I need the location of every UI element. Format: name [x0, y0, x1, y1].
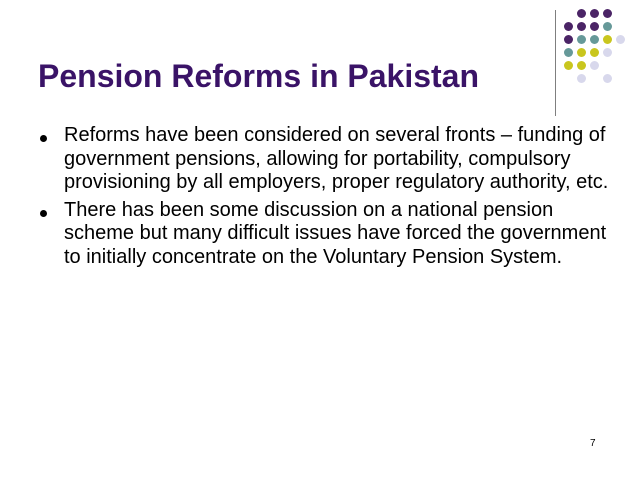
bullet-dot-icon [40, 210, 47, 217]
bullet-text: There has been some discussion on a national pension scheme but many difficult issues have forced the government to initially concentrate on the Voluntary Pension System. [64, 198, 607, 268]
decorative-dot [577, 61, 586, 70]
decorative-dot [577, 9, 586, 18]
slide-title: Pension Reforms in Pakistan [38, 58, 480, 94]
decorative-dot [564, 61, 573, 70]
decorative-dot [590, 22, 599, 31]
bullet-item [40, 124, 610, 195]
decorative-dot [564, 48, 573, 57]
bullet-list [40, 124, 610, 273]
bullet-text: Reforms have been considered on several fronts – funding of government pensions, allowing for portability, compulsory provisioning by all employers, proper regulatory authority, etc. [64, 124, 609, 193]
decorative-dot [590, 48, 599, 57]
decorative-dot [590, 61, 599, 70]
decorative-dot [577, 74, 586, 83]
bullet-dot-icon [40, 135, 47, 142]
decorative-dot [603, 35, 612, 44]
page-number: 7 [590, 438, 596, 449]
decorative-dot [603, 9, 612, 18]
decorative-dot [577, 48, 586, 57]
decorative-dot [564, 35, 573, 44]
decorative-dot [616, 35, 625, 44]
decorative-dot [590, 9, 599, 18]
decorative-dot [577, 22, 586, 31]
decorative-dot [590, 35, 599, 44]
decorative-dot [603, 48, 612, 57]
decorative-dot [603, 74, 612, 83]
decorative-dot [603, 22, 612, 31]
bullet-item [40, 199, 610, 270]
decorative-dot [577, 35, 586, 44]
decorative-dot [564, 22, 573, 31]
title-divider-line [555, 10, 556, 116]
